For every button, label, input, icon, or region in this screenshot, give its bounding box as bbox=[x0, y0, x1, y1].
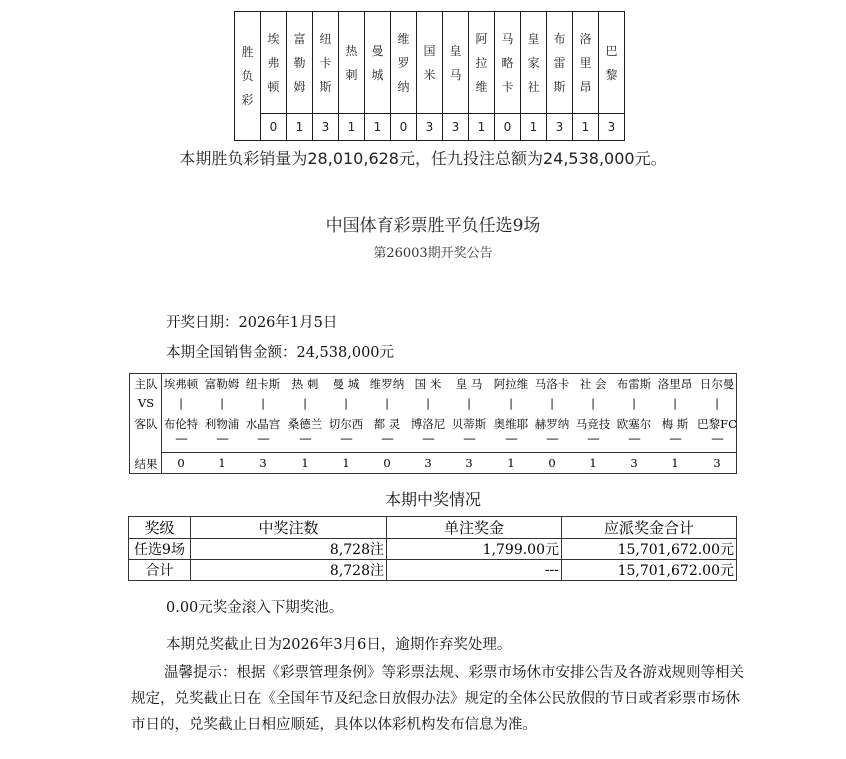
vs-label: VS bbox=[137, 396, 155, 410]
team-separator: ---- bbox=[381, 431, 393, 445]
team-result: 3 bbox=[599, 114, 625, 141]
team-header-cell bbox=[599, 12, 625, 114]
match-result: 1 bbox=[589, 456, 597, 470]
vs-mark: | bbox=[715, 396, 719, 410]
team-name-char: 马 bbox=[449, 67, 462, 82]
result-label: 结果 bbox=[134, 457, 158, 471]
team-result: 3 bbox=[313, 114, 339, 141]
prize-total: 15,701,672.00元 bbox=[562, 560, 737, 581]
sales-summary: 本期胜负彩销量为28,010,628元，任九投注总额为24,538,000元。 bbox=[179, 149, 667, 168]
team-result-row bbox=[235, 114, 625, 141]
home-team: 维罗纳 bbox=[369, 377, 405, 391]
vs-mark: | bbox=[426, 396, 430, 410]
team-name-char: 斯 bbox=[319, 79, 332, 94]
team-result: 3 bbox=[443, 114, 469, 141]
corner-label-cell bbox=[235, 12, 261, 141]
rollover-note: 0.00元奖金滚入下期奖池。 bbox=[166, 600, 344, 616]
away-team: 巴黎FC bbox=[697, 417, 737, 431]
team-name bbox=[339, 39, 364, 87]
team-name-char: 顿 bbox=[267, 79, 280, 94]
team-header-cell bbox=[547, 12, 573, 114]
team-result: 1 bbox=[365, 114, 391, 141]
away-team: 欧塞尔 bbox=[616, 417, 652, 431]
team-separator: ---- bbox=[299, 431, 311, 445]
team-result: 3 bbox=[417, 114, 443, 141]
team-name-char: 马 bbox=[501, 31, 514, 46]
home-team: 富勒姆 bbox=[204, 377, 240, 391]
vs-mark: | bbox=[509, 396, 513, 410]
team-name-char: 城 bbox=[371, 67, 384, 82]
team-name-char: 皇 bbox=[527, 31, 540, 46]
match-result: 0 bbox=[177, 456, 185, 470]
away-team: 桑德兰 bbox=[287, 417, 323, 431]
team-header-cell bbox=[391, 12, 417, 114]
team-separator: ---- bbox=[628, 431, 640, 445]
vs-mark: | bbox=[591, 396, 595, 410]
team-name-char: 卡 bbox=[501, 79, 514, 94]
home-team: 热 刺 bbox=[291, 377, 319, 391]
team-separator: ---- bbox=[546, 431, 558, 445]
team-name-char: 布 bbox=[553, 31, 566, 46]
away-team: 梅 斯 bbox=[661, 417, 689, 431]
team-name bbox=[469, 27, 494, 99]
prize-level: 任选9场 bbox=[129, 539, 191, 560]
team-separator: ---- bbox=[505, 431, 517, 445]
team-separator: ---- bbox=[669, 431, 681, 445]
vs-mark: | bbox=[550, 396, 554, 410]
team-name-char: 社 bbox=[527, 79, 540, 94]
team-name-char: 皇 bbox=[449, 43, 462, 58]
team-name-char: 勒 bbox=[293, 55, 306, 70]
header-total-prize: 应派奖金合计 bbox=[562, 517, 737, 539]
vs-mark: | bbox=[179, 396, 183, 410]
team-separator: ---- bbox=[587, 431, 599, 445]
page-subtitle: 第26003期开奖公告 bbox=[373, 246, 493, 261]
team-result: 1 bbox=[287, 114, 313, 141]
team-header-row bbox=[235, 12, 625, 114]
away-team: 贝蒂斯 bbox=[451, 417, 487, 431]
home-team: 纽卡斯 bbox=[245, 377, 281, 391]
home-team: 马洛卡 bbox=[534, 377, 570, 391]
team-header-cell bbox=[469, 12, 495, 114]
prize-total: 15,701,672.00元 bbox=[562, 539, 737, 560]
vs-mark: | bbox=[220, 396, 224, 410]
home-team: 日尔曼 bbox=[699, 377, 735, 391]
page-title: 中国体育彩票胜平负任选9场 bbox=[325, 216, 541, 236]
match-table bbox=[129, 373, 737, 474]
team-separator: ---- bbox=[175, 431, 187, 445]
team-name-char: 曼 bbox=[371, 43, 384, 58]
vs-mark: | bbox=[673, 396, 677, 410]
team-name-char: 拉 bbox=[475, 55, 488, 70]
prize-row bbox=[129, 539, 737, 560]
team-result: 1 bbox=[573, 114, 599, 141]
team-name bbox=[365, 39, 390, 87]
home-team: 社 会 bbox=[579, 377, 607, 391]
home-team: 国 米 bbox=[414, 377, 442, 391]
team-name bbox=[573, 27, 598, 99]
prize-heading: 本期中奖情况 bbox=[384, 490, 481, 509]
away-team: 博洛尼 bbox=[410, 417, 446, 431]
team-name bbox=[599, 39, 624, 87]
match-result: 3 bbox=[424, 456, 432, 470]
header-unit-prize: 单注奖金 bbox=[387, 517, 562, 539]
away-team: 利物浦 bbox=[204, 417, 240, 431]
team-name-char: 雷 bbox=[553, 55, 566, 70]
away-team: 赫罗纳 bbox=[534, 417, 570, 431]
team-name bbox=[287, 27, 312, 99]
team-name-char: 米 bbox=[423, 67, 436, 82]
match-result: 1 bbox=[671, 456, 679, 470]
match-result: 3 bbox=[465, 456, 473, 470]
team-header-cell bbox=[495, 12, 521, 114]
team-name bbox=[391, 27, 416, 99]
away-label: 客队 bbox=[134, 417, 158, 431]
team-name-char: 斯 bbox=[553, 79, 566, 94]
top-results-table bbox=[234, 11, 625, 141]
home-team: 布雷斯 bbox=[616, 377, 652, 391]
prize-header-row bbox=[129, 517, 737, 539]
team-name-char: 弗 bbox=[267, 55, 280, 70]
home-team: 皇 马 bbox=[455, 377, 483, 391]
reminder-note: 温馨提示：根据《彩票管理条例》等彩票法规、彩票市场休市安排公告及各游戏规则等相关规定，兑奖截止日在《全国年节及纪念日放假办法》规定的全体公民放假的节日或者彩票市场休市日的，兑奖截止日相应顺延，具体以体彩机构发布信息为准。 bbox=[131, 665, 744, 733]
result-divider bbox=[161, 452, 736, 453]
prize-total-row bbox=[129, 560, 737, 581]
team-separator: ---- bbox=[463, 431, 475, 445]
team-result: 1 bbox=[469, 114, 495, 141]
match-result: 1 bbox=[507, 456, 515, 470]
team-name-char: 昂 bbox=[579, 79, 592, 94]
vs-mark: | bbox=[467, 396, 471, 410]
team-name-char: 刺 bbox=[345, 67, 358, 82]
team-name-char: 卡 bbox=[319, 55, 332, 70]
away-team: 马竞技 bbox=[575, 417, 611, 431]
prize-unit: 1,799.00元 bbox=[387, 539, 562, 560]
match-result: 3 bbox=[259, 456, 267, 470]
team-separator: ---- bbox=[422, 431, 434, 445]
prize-unit: --- bbox=[387, 560, 562, 581]
team-name bbox=[521, 27, 546, 99]
home-label: 主队 bbox=[134, 377, 158, 391]
away-team: 切尔西 bbox=[328, 417, 364, 431]
team-result: 1 bbox=[339, 114, 365, 141]
team-name-char: 阿 bbox=[475, 31, 488, 46]
team-name bbox=[313, 27, 338, 99]
team-name-char: 维 bbox=[475, 79, 488, 94]
team-name-char: 热 bbox=[345, 43, 358, 58]
vs-mark: | bbox=[632, 396, 636, 410]
match-result: 3 bbox=[713, 456, 721, 470]
away-team: 都 灵 bbox=[373, 417, 401, 431]
team-header-cell bbox=[261, 12, 287, 114]
team-separator: ---- bbox=[711, 431, 723, 445]
team-header-cell bbox=[287, 12, 313, 114]
team-name bbox=[417, 39, 442, 87]
team-name-char: 洛 bbox=[579, 31, 592, 46]
team-name-char: 家 bbox=[527, 55, 540, 70]
team-name-char: 维 bbox=[397, 31, 410, 46]
away-team: 布伦特 bbox=[163, 417, 199, 431]
team-name-char: 纳 bbox=[397, 79, 410, 94]
away-team: 水晶宫 bbox=[245, 417, 281, 431]
team-name-char: 巴 bbox=[605, 43, 618, 58]
home-team: 洛里昂 bbox=[657, 377, 693, 391]
team-header-cell bbox=[521, 12, 547, 114]
corner-char: 彩 bbox=[241, 93, 254, 107]
home-team: 埃弗顿 bbox=[163, 377, 199, 391]
corner-char: 胜 bbox=[241, 45, 254, 59]
team-name-char: 纽 bbox=[319, 31, 332, 46]
away-team: 奥维耶 bbox=[493, 417, 529, 431]
vs-mark: | bbox=[303, 396, 307, 410]
team-result: 3 bbox=[547, 114, 573, 141]
draw-date: 开奖日期：2026年1月5日 bbox=[166, 315, 338, 331]
team-header-cell bbox=[313, 12, 339, 114]
vs-mark: | bbox=[385, 396, 389, 410]
home-team: 阿拉维 bbox=[493, 377, 529, 391]
team-name-char: 罗 bbox=[397, 55, 410, 70]
prize-table bbox=[128, 516, 737, 581]
team-header-cell bbox=[443, 12, 469, 114]
prize-level: 合计 bbox=[129, 560, 191, 581]
team-header-cell bbox=[417, 12, 443, 114]
match-result: 1 bbox=[218, 456, 226, 470]
team-separator: ---- bbox=[340, 431, 352, 445]
team-name bbox=[261, 27, 286, 99]
header-level: 奖级 bbox=[129, 517, 191, 539]
team-result: 0 bbox=[495, 114, 521, 141]
vs-mark: | bbox=[344, 396, 348, 410]
team-name bbox=[495, 27, 520, 99]
deadline-note: 本期兑奖截止日为2026年3月6日，逾期作弃奖处理。 bbox=[166, 637, 512, 653]
sales-amount: 本期全国销售金额：24,538,000元 bbox=[166, 345, 395, 361]
match-result: 1 bbox=[342, 456, 350, 470]
team-result: 1 bbox=[521, 114, 547, 141]
team-name-char: 黎 bbox=[605, 67, 618, 82]
team-result: 0 bbox=[391, 114, 417, 141]
team-name-char: 富 bbox=[293, 31, 306, 46]
team-header-cell bbox=[365, 12, 391, 114]
match-result: 1 bbox=[301, 456, 309, 470]
vs-mark: | bbox=[261, 396, 265, 410]
team-name bbox=[443, 39, 468, 87]
prize-count: 8,728注 bbox=[191, 539, 387, 560]
team-name-char: 里 bbox=[579, 55, 592, 70]
match-result: 3 bbox=[630, 456, 638, 470]
team-name-char: 国 bbox=[423, 43, 436, 58]
team-header-cell bbox=[573, 12, 599, 114]
team-name-char: 姆 bbox=[293, 79, 306, 94]
prize-count: 8,728注 bbox=[191, 560, 387, 581]
team-header-cell bbox=[339, 12, 365, 114]
match-result: 0 bbox=[383, 456, 391, 470]
team-result: 0 bbox=[261, 114, 287, 141]
match-result: 0 bbox=[548, 456, 556, 470]
team-separator: ---- bbox=[257, 431, 269, 445]
home-team: 曼 城 bbox=[332, 377, 360, 391]
team-name bbox=[547, 27, 572, 99]
corner-char: 负 bbox=[241, 69, 254, 83]
corner-label bbox=[235, 40, 260, 112]
team-separator: ---- bbox=[216, 431, 228, 445]
team-name-char: 略 bbox=[501, 55, 514, 70]
team-name-char: 埃 bbox=[267, 31, 280, 46]
header-count: 中奖注数 bbox=[191, 517, 387, 539]
